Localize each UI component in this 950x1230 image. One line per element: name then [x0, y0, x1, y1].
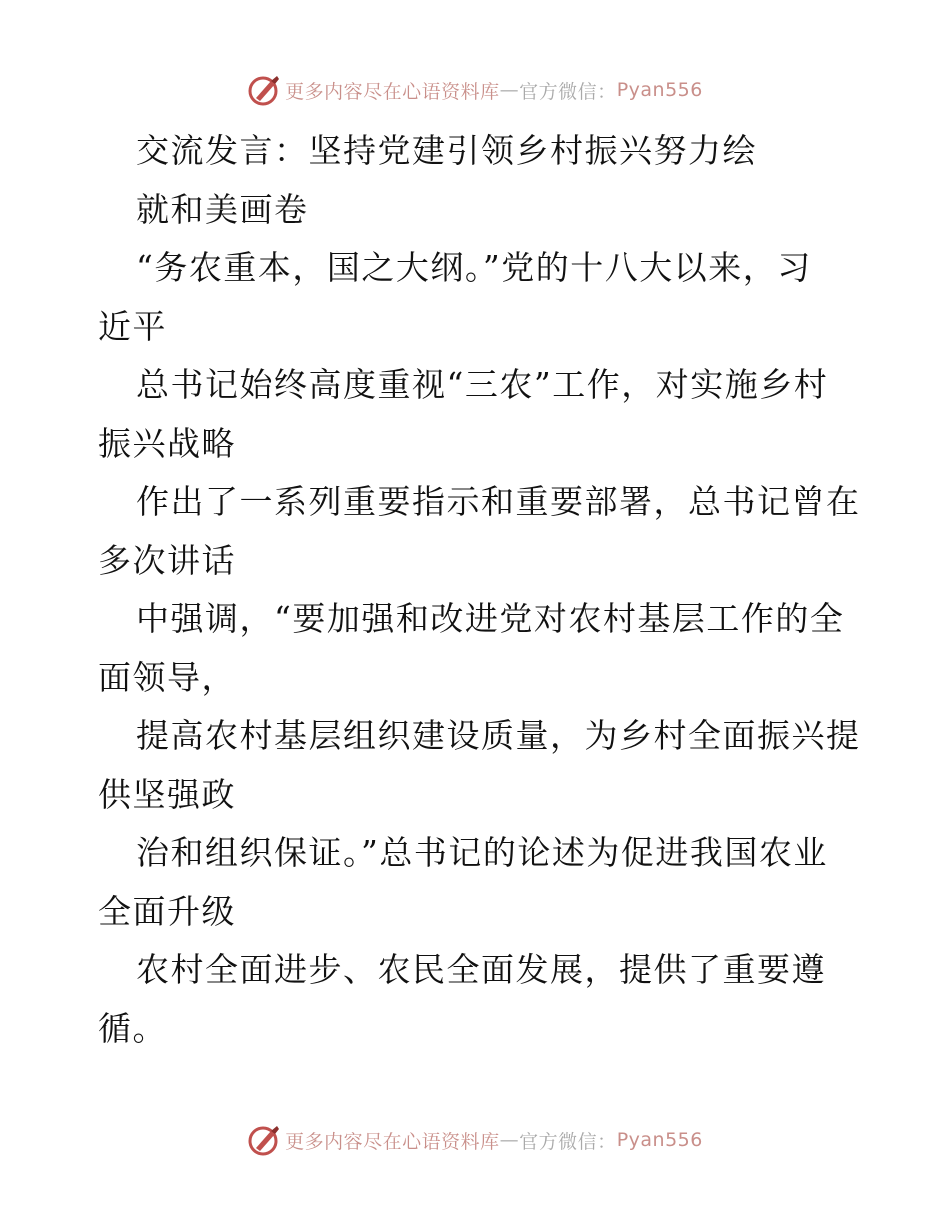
watermark-separator: — [499, 1129, 520, 1151]
watermark-id: Pyan556 [616, 1129, 703, 1151]
paragraph-line: 面领导， [98, 657, 236, 697]
watermark-text: 更多内容尽在心语资料库 [285, 1130, 500, 1153]
paragraph-line: 总书记始终高度重视“三农”工作，对实施乡村 [136, 365, 829, 404]
title-line: 交流发言：坚持党建引领乡村振兴努力绘 [136, 131, 757, 170]
header-watermark [0, 72, 950, 108]
paragraph [98, 239, 861, 1058]
watermark-separator: — [499, 79, 520, 101]
paragraph-line: 中强调，“要加强和改进党对农村基层工作的全 [136, 599, 845, 638]
watermark-sub: 官方微信： [519, 1130, 617, 1153]
paragraph-line: 供坚强政 [98, 774, 236, 814]
paragraph-line: 循。 [98, 1008, 167, 1048]
paragraph-line: 多次讲话 [98, 540, 236, 580]
watermark-id: Pyan556 [616, 79, 703, 101]
watermark-sub: 官方微信： [519, 80, 617, 103]
document-body [98, 122, 861, 1058]
paragraph-line: “务农重本，国之大纲。”党的十八大以来，习 [136, 248, 812, 287]
paragraph-line: 全面升级 [98, 891, 236, 931]
pen-circle-logo-icon [247, 1123, 281, 1157]
pen-circle-logo-icon [247, 73, 281, 107]
footer-watermark [0, 1122, 950, 1158]
title-line: 就和美画卷 [136, 189, 309, 229]
paragraph-line: 治和组织保证。”总书记的论述为促进我国农业 [136, 833, 828, 872]
watermark-text: 更多内容尽在心语资料库 [285, 80, 500, 103]
paragraph-line: 提高农村基层组织建设质量，为乡村全面振兴提 [136, 716, 861, 755]
paragraph-line: 振兴战略 [98, 423, 236, 463]
paragraph-line: 农村全面进步、农民全面发展，提供了重要遵 [136, 950, 826, 989]
paragraph-line: 近平 [98, 306, 167, 346]
paragraph-line: 作出了一系列重要指示和重要部署，总书记曾在 [136, 482, 861, 521]
